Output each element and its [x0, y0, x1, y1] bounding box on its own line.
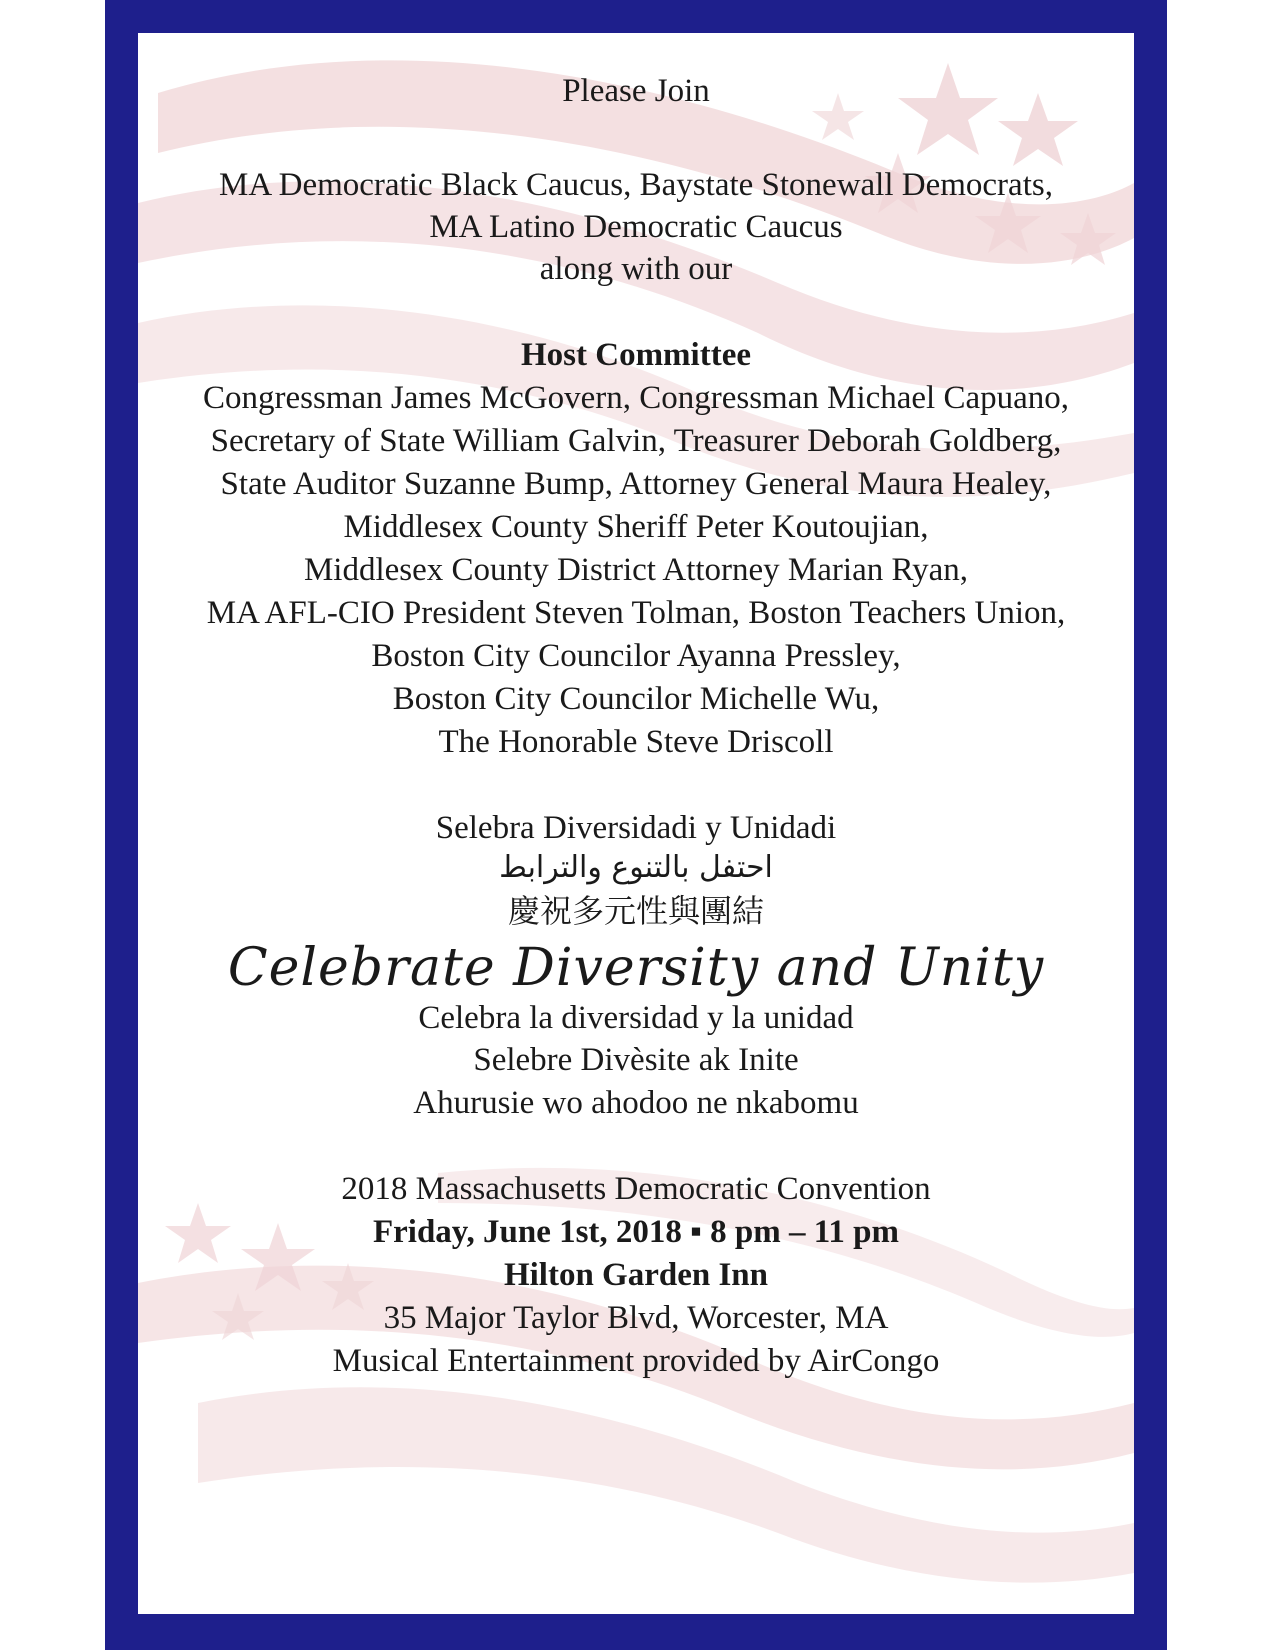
event-venue: Hilton Garden Inn [503, 1257, 769, 1293]
host-committee-line-7: Boston City Councilor Ayanna Pressley, [371, 638, 901, 674]
navy-border-frame [105, 0, 1167, 1650]
event-entertainment: Musical Entertainment provided by AirCongo [332, 1343, 940, 1379]
organizations-line-3: along with our [539, 251, 733, 287]
host-committee-line-5: Middlesex County District Attorney Marian Ryan, [303, 552, 969, 588]
host-committee-line-9: The Honorable Steve Driscoll [438, 724, 834, 760]
celebrate-twi: Ahurusie wo ahodoo ne nkabomu [413, 1085, 859, 1121]
host-committee-heading: Host Committee [520, 337, 751, 373]
host-committee-line-4: Middlesex County Sheriff Peter Koutoujian, [343, 509, 929, 545]
celebrate-chinese: 慶祝多元性與團結 [507, 892, 764, 930]
event-address: 35 Major Taylor Blvd, Worcester, MA [383, 1300, 889, 1336]
event-name: 2018 Massachusetts Democratic Convention [341, 1171, 931, 1207]
event-datetime: Friday, June 1st, 2018 ▪ 8 pm – 11 pm [372, 1214, 899, 1250]
celebrate-spanish: Celebra la diversidad y la unidad [418, 1000, 854, 1036]
host-committee-line-3: State Auditor Suzanne Bump, Attorney General Maura Healey, [220, 466, 1052, 502]
host-committee-line-2: Secretary of State William Galvin, Treasurer Deborah Goldberg, [210, 423, 1062, 459]
host-committee-line-6: MA AFL-CIO President Steven Tolman, Boston Teachers Union, [206, 595, 1066, 631]
host-committee-line-8: Boston City Councilor Michelle Wu, [392, 681, 880, 717]
celebrate-haitian-creole: Selebre Divèsite ak Inite [473, 1042, 799, 1078]
organizations-line-1: MA Democratic Black Caucus, Baystate Stonewall Democrats, [219, 167, 1053, 203]
organizations-line-2: MA Latino Democratic Caucus [429, 209, 843, 245]
invitation-text [138, 33, 1134, 1614]
host-committee-line-1: Congressman James McGovern, Congressman Michael Capuano, [202, 380, 1070, 416]
please-join-heading: Please Join [562, 73, 710, 109]
celebrate-chamorro: Selebra Diversidadi y Unidadi [435, 810, 837, 846]
celebrate-main-title: Celebrate Diversity and Unity [227, 938, 1045, 998]
celebrate-arabic: احتفل بالتنوع والترابط [499, 850, 773, 885]
invitation-card [138, 33, 1134, 1614]
